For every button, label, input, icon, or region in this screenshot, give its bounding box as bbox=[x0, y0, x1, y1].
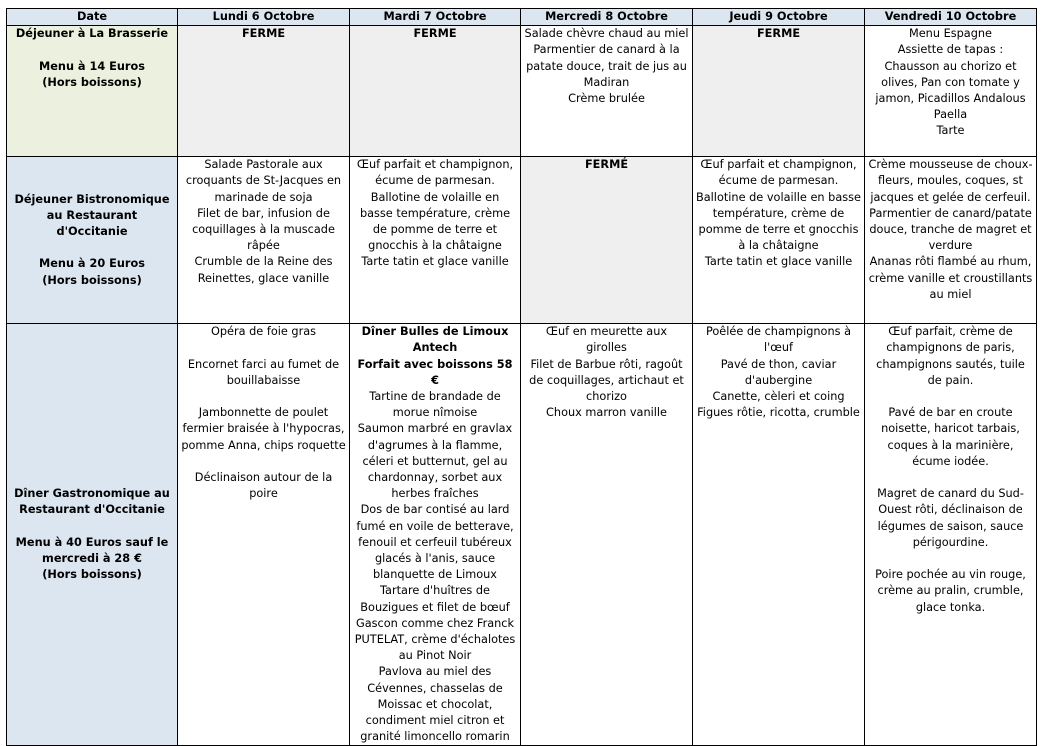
menu-cell-thursday bbox=[693, 324, 865, 746]
dish-line: Tarte bbox=[936, 124, 965, 138]
dish-line: Ballotine de volaille en basse température, crème de pomme de terre et gnocchis à la châtaigne bbox=[359, 190, 511, 253]
menu-cell-thursday bbox=[693, 157, 865, 324]
dish-line bbox=[181, 340, 346, 356]
dish-line bbox=[181, 389, 346, 405]
dish-line: Pavé de thon, caviar d'aubergine bbox=[720, 357, 837, 387]
header-date: Date bbox=[7, 9, 178, 26]
meal-label-line: Menu à 14 Euros bbox=[39, 59, 145, 73]
header-row bbox=[7, 9, 1037, 26]
menu-cell-monday bbox=[178, 26, 350, 157]
gastro-row bbox=[7, 324, 1037, 746]
dish-line: Œuf parfait et champignon, écume de parmesan. bbox=[700, 158, 857, 188]
menu-cell-tuesday bbox=[350, 157, 521, 324]
dish-line: Encornet farci au fumet de bouillabaisse bbox=[187, 357, 340, 387]
dish-line: Déclinaison autour de la poire bbox=[194, 470, 333, 501]
dish-line: Salade chèvre chaud au miel bbox=[524, 27, 689, 41]
bistro-row bbox=[7, 157, 1037, 324]
header-day-friday: Vendredi 10 Octobre bbox=[865, 9, 1037, 26]
dish-line: Canette, cèleri et coing bbox=[712, 390, 845, 404]
menu-table bbox=[6, 8, 1037, 746]
dish-line: Poêlée de champignons à l'œuf bbox=[705, 325, 852, 355]
header-day-monday: Lundi 6 Octobre bbox=[178, 9, 350, 26]
dish-line: Ballotine de volaille en basse température, crème de pomme de terre et gnocchis à la châtaigne bbox=[696, 190, 861, 253]
dish-line: Crumble de la Reine des Reinettes, glace vanille bbox=[194, 255, 333, 285]
dish-line: Œuf parfait, crème de champignons de paris, champignons sautés, tuile de pain. bbox=[876, 325, 1025, 387]
menu-cell-thursday bbox=[693, 26, 865, 157]
dish-line: Pavlova au miel des Cévennes, chasselas de Moissac et chocolat, condiment miel citron et granité limoncello romarin bbox=[360, 665, 510, 744]
dish-line bbox=[868, 470, 1033, 486]
menu-cell-friday bbox=[865, 26, 1037, 157]
dish-line: Antech bbox=[412, 341, 458, 355]
dish-line bbox=[181, 454, 346, 470]
menu-cell-monday bbox=[178, 157, 350, 324]
meal-label-line: (Hors boissons) bbox=[42, 75, 142, 89]
dish-line: Parmentier de canard à la patate douce, trait de jus au Madiran bbox=[526, 43, 687, 89]
dish-line: Pavé de bar en croute noisette, haricot tarbais, coques à la marinière, écume iodée. bbox=[881, 406, 1020, 468]
dish-line: Poire pochée au vin rouge, crème au pralin, crumble, glace tonka. bbox=[875, 568, 1026, 614]
meal-label-line bbox=[10, 42, 174, 58]
dish-line: Opéra de foie gras bbox=[210, 325, 317, 339]
dish-line: Crème mousseuse de choux-fleurs, moules, coques, st jacques et gelée de cerfeuil. bbox=[868, 158, 1033, 204]
menu-cell-friday bbox=[865, 324, 1037, 746]
menu-cell-wednesday bbox=[521, 157, 693, 324]
meal-label-line: Déjeuner Bistronomique au Restaurant d'Occitanie bbox=[14, 192, 170, 238]
meal-label bbox=[7, 26, 178, 157]
dish-line: Œuf parfait et champignon, écume de parmesan. bbox=[356, 158, 514, 188]
dish-line bbox=[868, 389, 1033, 405]
menu-cell-friday bbox=[865, 157, 1037, 324]
dish-line: Menu Espagne bbox=[908, 27, 992, 41]
meal-label-line: (Hors boissons) bbox=[42, 273, 142, 287]
header-day-thursday: Jeudi 9 Octobre bbox=[693, 9, 865, 26]
closed-label: FERME bbox=[756, 27, 801, 41]
dish-line: Crème brulée bbox=[568, 92, 645, 106]
dish-line: Œuf en meurette aux girolles bbox=[545, 325, 668, 355]
meal-label bbox=[7, 157, 178, 324]
meal-label-line: Menu à 20 Euros bbox=[39, 257, 145, 271]
dish-line: Paella bbox=[933, 108, 968, 122]
dish-line: Filet de Barbue rôti, ragoût de coquillages, artichaut et chorizo bbox=[529, 357, 684, 404]
dish-line: Tartine de brandade de morue nîmoise bbox=[369, 390, 501, 420]
menu-cell-wednesday bbox=[521, 324, 693, 746]
dish-line: Tarte tatin et glace vanille bbox=[361, 255, 509, 269]
dish-line: Saumon marbré en gravlax d'agrumes à la flamme, céleri et butternut, gel au chardonnay, sorbet aux herbes fraîches bbox=[357, 422, 513, 501]
dish-line: Tarte tatin et glace vanille bbox=[704, 255, 853, 269]
meal-label-line: Menu à 40 Euros sauf le mercredi à 28 € bbox=[15, 535, 169, 566]
dish-line: Magret de canard du Sud-Ouest rôti, déclinaison de légumes de saison, sauce périgourdine. bbox=[877, 487, 1024, 549]
meal-label-line bbox=[10, 240, 174, 256]
dish-line: Assiette de tapas : bbox=[897, 43, 1004, 57]
dish-line: Figues rôtie, ricotta, crumble bbox=[697, 406, 860, 420]
dish-line: Dos de bar contisé au lard fumé en voile de betterave, fenouil et cerfeuil tubéreux glacés à l'anis, sauce blanquette de Limoux bbox=[356, 503, 514, 582]
menu-cell-wednesday bbox=[521, 26, 693, 157]
closed-label: FERMÉ bbox=[584, 158, 629, 172]
dish-line: Salade Pastorale aux croquants de St-Jacques en marinade de soja bbox=[185, 158, 342, 204]
dish-line: Ananas rôti flambé au rhum, crème vanille et croustillants au miel bbox=[868, 255, 1033, 301]
dish-line: Parmentier de canard/patate douce, tranche de magret et verdure bbox=[869, 206, 1032, 253]
menu-cell-tuesday bbox=[350, 26, 521, 157]
closed-label: FERME bbox=[241, 27, 286, 41]
meal-label bbox=[7, 324, 178, 746]
meal-label-line: Déjeuner à La Brasserie bbox=[15, 27, 169, 41]
brasserie-row bbox=[7, 26, 1037, 157]
meal-label-line bbox=[10, 519, 174, 535]
dish-line: Forfait avec boissons 58 € bbox=[357, 357, 513, 387]
dish-line bbox=[868, 551, 1033, 567]
dish-line: Filet de bar, infusion de coquillages à la muscade râpée bbox=[192, 206, 335, 253]
header-day-tuesday: Mardi 7 Octobre bbox=[350, 9, 521, 26]
meal-label-line: (Hors boissons) bbox=[42, 568, 142, 582]
dish-line: Jambonnette de poulet fermier braisée à l'hypocras, pomme Anna, chips roquette bbox=[181, 406, 346, 452]
dish-line: Tartare d'huîtres de Bouzigues et filet de bœuf Gascon comme chez Franck PUTELAT, crème d'échalotes au Pinot Noir bbox=[354, 584, 516, 663]
dish-line: Dîner Bulles de Limoux bbox=[361, 325, 509, 339]
menu-cell-tuesday bbox=[350, 324, 521, 746]
dish-line: Choux marron vanille bbox=[546, 406, 667, 420]
closed-label: FERME bbox=[413, 27, 457, 41]
meal-label-line: Dîner Gastronomique au Restaurant d'Occitanie bbox=[14, 487, 170, 517]
menu-cell-monday bbox=[178, 324, 350, 746]
header-day-wednesday: Mercredi 8 Octobre bbox=[521, 9, 693, 26]
dish-line: Chausson au chorizo et olives, Pan con tomate y jamon, Picadillos Andalous bbox=[875, 59, 1026, 106]
